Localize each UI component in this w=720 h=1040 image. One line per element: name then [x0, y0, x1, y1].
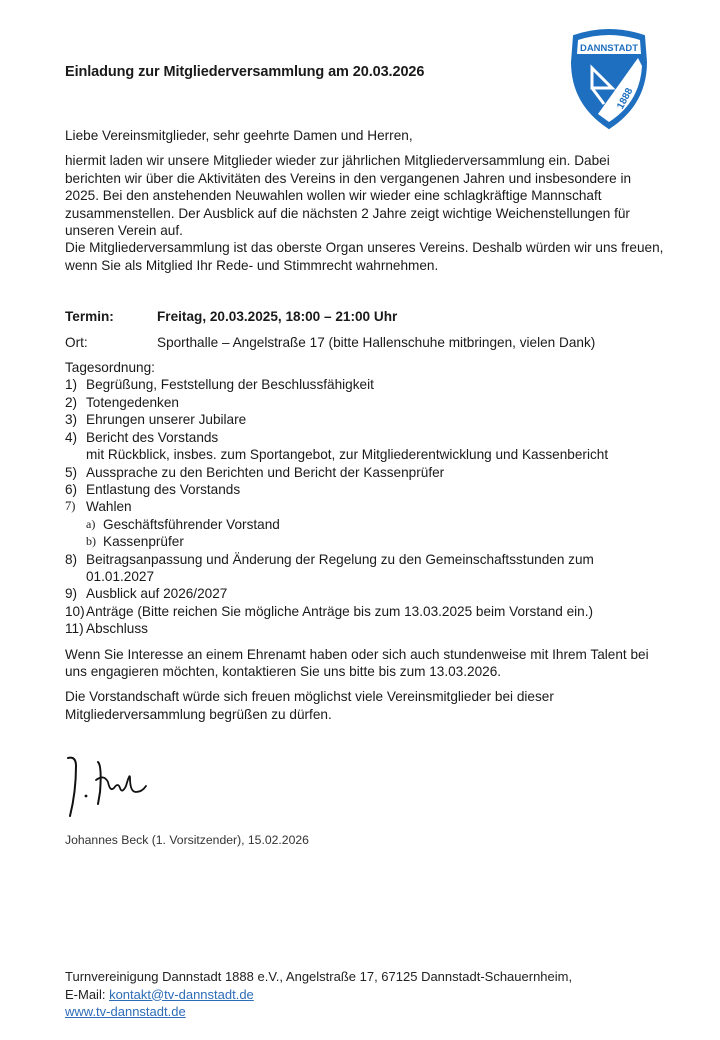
agenda-text: Aussprache zu den Berichten und Bericht der Kassenprüfer	[86, 464, 445, 480]
agenda-subnumber: a)	[86, 516, 96, 531]
termin-label: Termin:	[65, 309, 114, 325]
intro-paragraph-2: Die Mitgliederversammlung ist das oberste Organ unseres Vereins. Deshalb würden wir uns freuen, wenn Sie als Mitglied Ihr Rede- und Stimmrecht wahrnehmen.	[65, 240, 664, 273]
letter-body	[65, 127, 665, 731]
agenda-item	[65, 376, 665, 393]
agenda-subtext: Geschäftsführender Vorstand	[103, 516, 280, 532]
agenda-item	[65, 464, 665, 481]
footer	[65, 968, 572, 1021]
email-link[interactable]: kontakt@tv-dannstadt.de	[109, 986, 254, 1002]
agenda-item	[65, 411, 665, 428]
termin-value: Freitag, 20.03.2025, 18:00 – 21:00 Uhr	[157, 309, 398, 325]
ort-label: Ort:	[65, 334, 88, 350]
signer-line: Johannes Beck (1. Vorsitzender), 15.02.2026	[65, 833, 309, 847]
agenda-number: 5)	[65, 464, 78, 480]
agenda-text: Ausblick auf 2026/2027	[86, 586, 228, 602]
email-label: E-Mail:	[65, 986, 110, 1002]
agenda-number: 2)	[65, 394, 78, 410]
agenda-number: 6)	[65, 481, 78, 497]
agenda-number: 3)	[65, 412, 78, 428]
agenda-number: 4)	[65, 429, 78, 445]
agenda-item	[65, 551, 665, 586]
club-logo-icon	[568, 22, 650, 130]
agenda-text: Wahlen	[86, 499, 132, 515]
closing-paragraph: Die Vorstandschaft würde sich freuen möglichst viele Vereinsmitglieder bei dieser Mitgliederversammlung begrüßen zu dürfen.	[65, 689, 554, 722]
agenda-label: Tagesordnung:	[65, 360, 155, 376]
agenda-subnumber: b)	[86, 534, 96, 549]
agenda-item	[65, 620, 665, 637]
agenda-subtext: Kassenprüfer	[103, 534, 184, 550]
website-link[interactable]: www.tv-dannstadt.de	[65, 1004, 186, 1019]
agenda-item	[65, 603, 665, 620]
agenda-item-detail: mit Rückblick, insbes. zum Sportangebot, zur Mitgliederentwicklung und Kassenbericht	[86, 447, 609, 463]
agenda-subitem	[65, 516, 665, 533]
agenda-number: 8)	[65, 551, 78, 567]
salutation: Liebe Vereinsmitglieder, sehr geehrte Damen und Herren,	[65, 128, 413, 143]
agenda-text: Abschluss	[86, 621, 148, 637]
logo-text: DANNSTADT	[580, 43, 639, 54]
footer-address: Turnvereinigung Dannstadt 1888 e.V., Angelstraße 17, 67125 Dannstadt-Schauernheim,	[65, 969, 573, 984]
termin-row	[65, 308, 665, 325]
agenda-text: Begrüßung, Feststellung der Beschlussfähigkeit	[86, 377, 374, 393]
document-title: Einladung zur Mitgliederversammlung am 20.03.2026	[65, 64, 425, 80]
agenda-number: 1)	[65, 377, 78, 393]
ort-value: Sporthalle – Angelstraße 17 (bitte Hallenschuhe mitbringen, vielen Dank)	[157, 334, 596, 350]
agenda-text: Ehrungen unserer Jubilare	[86, 412, 247, 428]
agenda-item	[65, 498, 665, 515]
agenda-text: Totengedenken	[86, 394, 179, 410]
logo-year: 1888	[615, 86, 636, 112]
agenda-number: 10)	[65, 603, 85, 619]
footer-email-line	[65, 986, 572, 1004]
agenda-number: 11)	[65, 621, 84, 637]
agenda-number: 9)	[65, 586, 78, 602]
intro-paragraph: hiermit laden wir unsere Mitglieder wieder zur jährlichen Mitgliederversammlung ein. Dabei berichten wir über die Aktivitäten des Vereins in den vergangenen Jahren und insbesondere in 2025. Bei den anstehenden Neuwahlen wollen wir wieder eine schlagkräftige Mannschaft zusammenstellen. Der Ausblick auf die nächsten 2 Jahre zeigt wichtige Weichenstellungen für unseren Verein auf.	[65, 153, 632, 239]
agenda-number: 7)	[65, 499, 76, 514]
agenda-item	[65, 585, 665, 602]
agenda-item	[65, 394, 665, 411]
agenda-text: Anträge (Bitte reichen Sie mögliche Anträge bis zum 13.03.2025 beim Vorstand ein.)	[86, 603, 594, 619]
signature-icon	[64, 752, 154, 822]
agenda-text: Beitragsanpassung und Änderung der Regelung zu den Gemeinschaftsstunden zum 01.01.2027	[86, 551, 594, 584]
agenda-subitem	[65, 533, 665, 550]
ort-row	[65, 334, 665, 351]
volunteer-paragraph: Wenn Sie Interesse an einem Ehrenamt haben oder sich auch stundenweise mit Ihrem Talent bei uns engagieren möchten, kontaktieren Sie uns bitte bis zum 13.03.2026.	[65, 646, 649, 679]
agenda-item	[65, 429, 665, 446]
agenda-text: Entlastung des Vorstands	[86, 481, 241, 497]
agenda-text: Bericht des Vorstands	[86, 429, 219, 445]
agenda-item	[65, 481, 665, 498]
agenda-list	[65, 376, 665, 637]
